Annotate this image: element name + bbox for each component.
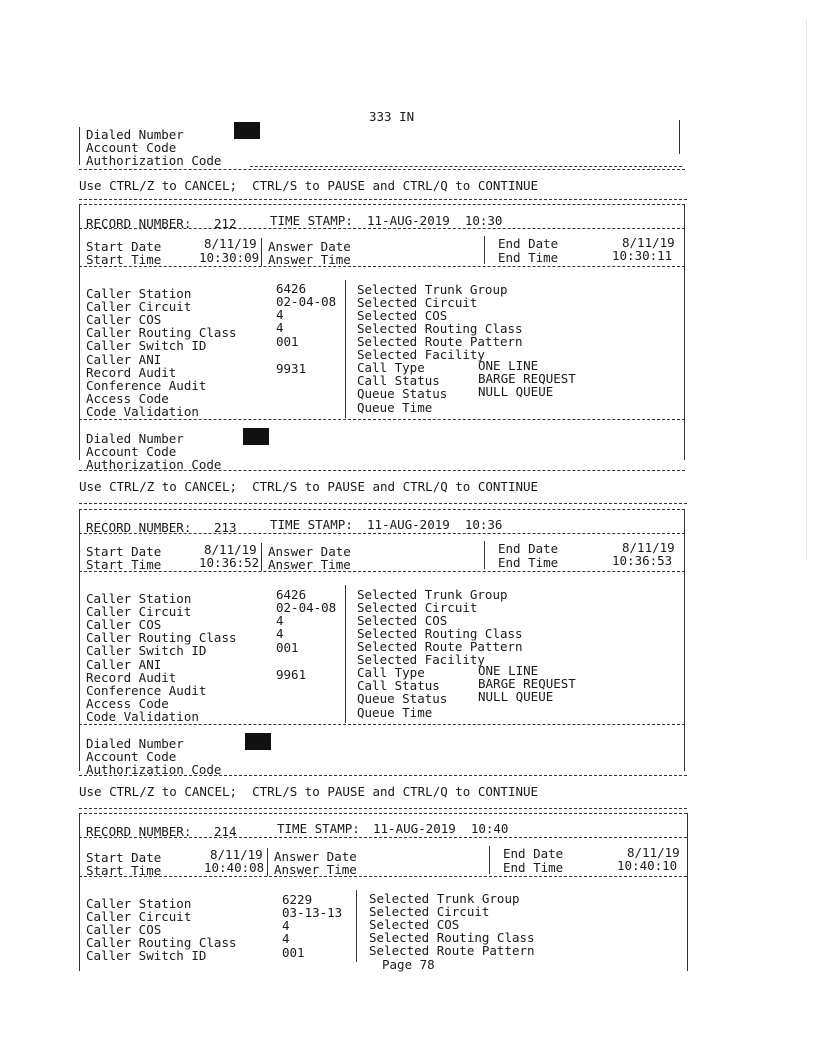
time-stamp-label: TIME STAMP: (270, 517, 353, 532)
end-date: 8/11/19 (622, 235, 675, 250)
selected-cos-label: Selected COS (357, 613, 448, 628)
divider (79, 509, 80, 771)
time-stamp: 11-AUG-2019 10:30 (367, 213, 503, 228)
selected-trunk-group-label: Selected Trunk Group (369, 891, 520, 906)
end-time-label: End Time (498, 250, 559, 265)
authorization-code-label: Authorization Code (86, 762, 222, 777)
queue-status-label: Queue Status (357, 691, 448, 706)
end-time: 10:30:11 (612, 248, 673, 263)
record-audit-value: 9931 (276, 361, 307, 376)
caller-ani-label: Caller ANI (86, 657, 162, 672)
end-time-label: End Time (498, 555, 559, 570)
start-time-label: Start Time (86, 557, 162, 572)
record-audit-value: 9961 (276, 667, 307, 682)
redaction-block (243, 428, 269, 445)
caller-circuit-value: 02-04-08 (276, 294, 337, 309)
redaction-block (234, 122, 260, 139)
selected-route-pattern-label: Selected Route Pattern (357, 334, 523, 349)
caller-routing-class-value: 4 (276, 320, 284, 335)
access-code-label: Access Code (86, 696, 169, 711)
call-type-label: Call Type (357, 360, 425, 375)
end-time: 10:36:53 (612, 553, 673, 568)
authorization-code-label: Authorization Code (86, 457, 222, 472)
divider (79, 509, 685, 510)
selected-routing-class-label: Selected Routing Class (357, 626, 523, 641)
divider (79, 470, 685, 471)
caller-switch-id-value: 001 (282, 945, 305, 960)
caller-station-label: Caller Station (86, 591, 192, 606)
caller-circuit-value: 03-13-13 (282, 905, 343, 920)
selected-routing-class-label: Selected Routing Class (369, 930, 535, 945)
divider (687, 813, 688, 971)
divider (679, 120, 680, 154)
account-code-label: Account Code (86, 444, 177, 459)
selected-cos-label: Selected COS (357, 308, 448, 323)
record-number: 212 (214, 216, 237, 231)
queue-status-value: NULL QUEUE (478, 384, 554, 399)
divider (489, 846, 490, 874)
answer-time-label: Answer Time (268, 557, 351, 572)
call-type-label: Call Type (357, 665, 425, 680)
caller-routing-class-label: Caller Routing Class (86, 935, 237, 950)
start-date: 8/11/19 (204, 236, 257, 251)
dialed-number-label: Dialed Number (86, 127, 184, 142)
selected-route-pattern-label: Selected Route Pattern (369, 943, 535, 958)
caller-switch-id-label: Caller Switch ID (86, 643, 207, 658)
divider (79, 228, 685, 229)
selected-cos-label: Selected COS (369, 917, 460, 932)
caller-station-value: 6426 (276, 281, 307, 296)
selected-trunk-group-label: Selected Trunk Group (357, 587, 508, 602)
page-edge-shadow (806, 20, 807, 560)
page-footer: Page 78 (382, 957, 435, 972)
redaction-block (245, 733, 271, 750)
end-date: 8/11/19 (622, 540, 675, 555)
caller-switch-id-value: 001 (276, 334, 299, 349)
page-header: 333 IN (369, 109, 415, 124)
end-time: 10:40:10 (617, 858, 678, 873)
caller-routing-class-label: Caller Routing Class (86, 630, 237, 645)
caller-switch-id-value: 001 (276, 640, 299, 655)
call-status-value: BARGE REQUEST (478, 371, 576, 386)
selected-circuit-label: Selected Circuit (357, 600, 478, 615)
time-stamp: 11-AUG-2019 10:36 (367, 517, 503, 532)
start-time: 10:30:09 (199, 250, 260, 265)
conference-audit-label: Conference Audit (86, 378, 207, 393)
start-time-label: Start Time (86, 252, 162, 267)
caller-circuit-label: Caller Circuit (86, 299, 192, 314)
dialed-number-label: Dialed Number (86, 736, 184, 751)
caller-cos-value: 4 (276, 307, 284, 322)
code-validation-label: Code Validation (86, 404, 199, 419)
caller-routing-class-value: 4 (276, 626, 284, 641)
queue-status-value: NULL QUEUE (478, 689, 554, 704)
divider (79, 837, 687, 838)
record-number: 213 (214, 520, 237, 535)
account-code-label: Account Code (86, 140, 177, 155)
divider (79, 775, 687, 776)
divider (79, 876, 687, 877)
selected-facility-label: Selected Facility (357, 652, 485, 667)
queue-time-label: Queue Time (357, 400, 433, 415)
caller-cos-value: 4 (276, 613, 284, 628)
end-date-label: End Date (498, 236, 559, 251)
authorization-code-label: Authorization Code (86, 153, 222, 168)
time-stamp: 11-AUG-2019 10:40 (373, 821, 509, 836)
selected-circuit-label: Selected Circuit (357, 295, 478, 310)
caller-cos-value: 4 (282, 918, 290, 933)
divider (345, 280, 346, 418)
call-type-value: ONE LINE (478, 358, 539, 373)
divider (484, 236, 485, 264)
caller-routing-class-label: Caller Routing Class (86, 325, 237, 340)
answer-time-label: Answer Time (274, 862, 357, 877)
caller-switch-id-label: Caller Switch ID (86, 338, 207, 353)
selected-trunk-group-label: Selected Trunk Group (357, 282, 508, 297)
caller-circuit-value: 02-04-08 (276, 600, 337, 615)
call-status-value: BARGE REQUEST (478, 676, 576, 691)
divider (79, 724, 685, 725)
call-status-label: Call Status (357, 678, 440, 693)
start-date-label: Start Date (86, 544, 162, 559)
record-audit-label: Record Audit (86, 670, 177, 685)
divider (79, 127, 80, 165)
start-time: 10:36:52 (199, 555, 260, 570)
dialed-number-label: Dialed Number (86, 431, 184, 446)
record-number-label: RECORD NUMBER: (86, 216, 192, 231)
end-time-label: End Time (503, 860, 564, 875)
code-validation-label: Code Validation (86, 709, 199, 724)
access-code-label: Access Code (86, 391, 169, 406)
divider (684, 509, 685, 771)
divider (79, 199, 687, 200)
continue-prompt: Use CTRL/Z to CANCEL; CTRL/S to PAUSE and CTRL/Q to CONTINUE (79, 479, 539, 494)
account-code-label: Account Code (86, 749, 177, 764)
divider (79, 813, 687, 814)
end-date: 8/11/19 (627, 845, 680, 860)
divider (79, 808, 687, 809)
divider (79, 571, 685, 572)
divider (79, 204, 685, 205)
start-date: 8/11/19 (210, 847, 263, 862)
divider (79, 266, 685, 267)
selected-routing-class-label: Selected Routing Class (357, 321, 523, 336)
record-number-label: RECORD NUMBER: (86, 824, 192, 839)
divider (345, 585, 346, 723)
end-date-label: End Date (498, 541, 559, 556)
start-date-label: Start Date (86, 850, 162, 865)
divider (267, 848, 268, 876)
selected-route-pattern-label: Selected Route Pattern (357, 639, 523, 654)
divider (79, 533, 685, 534)
call-status-label: Call Status (357, 373, 440, 388)
answer-date-label: Answer Date (268, 239, 351, 254)
caller-cos-label: Caller COS (86, 312, 162, 327)
divider (79, 419, 685, 420)
conference-audit-label: Conference Audit (86, 683, 207, 698)
divider (261, 238, 262, 266)
caller-circuit-label: Caller Circuit (86, 909, 192, 924)
answer-date-label: Answer Date (268, 544, 351, 559)
start-time: 10:40:08 (204, 860, 265, 875)
caller-ani-label: Caller ANI (86, 352, 162, 367)
selected-circuit-label: Selected Circuit (369, 904, 490, 919)
divider (79, 169, 685, 170)
divider (250, 166, 682, 167)
divider (79, 503, 687, 504)
divider (356, 890, 357, 962)
answer-time-label: Answer Time (268, 252, 351, 267)
caller-routing-class-value: 4 (282, 931, 290, 946)
divider (484, 541, 485, 569)
caller-station-value: 6229 (282, 892, 313, 907)
record-number: 214 (214, 824, 237, 839)
caller-station-label: Caller Station (86, 896, 192, 911)
divider (684, 204, 685, 460)
caller-switch-id-label: Caller Switch ID (86, 948, 207, 963)
caller-station-label: Caller Station (86, 286, 192, 301)
continue-prompt: Use CTRL/Z to CANCEL; CTRL/S to PAUSE and CTRL/Q to CONTINUE (79, 178, 539, 193)
divider (261, 543, 262, 571)
start-date-label: Start Date (86, 239, 162, 254)
record-audit-label: Record Audit (86, 365, 177, 380)
divider (79, 204, 80, 460)
time-stamp-label: TIME STAMP: (277, 821, 360, 836)
start-time-label: Start Time (86, 863, 162, 878)
queue-status-label: Queue Status (357, 386, 448, 401)
time-stamp-label: TIME STAMP: (270, 213, 353, 228)
answer-date-label: Answer Date (274, 849, 357, 864)
caller-circuit-label: Caller Circuit (86, 604, 192, 619)
start-date: 8/11/19 (204, 542, 257, 557)
caller-cos-label: Caller COS (86, 617, 162, 632)
end-date-label: End Date (503, 846, 564, 861)
selected-facility-label: Selected Facility (357, 347, 485, 362)
call-type-value: ONE LINE (478, 663, 539, 678)
continue-prompt: Use CTRL/Z to CANCEL; CTRL/S to PAUSE and CTRL/Q to CONTINUE (79, 784, 539, 799)
queue-time-label: Queue Time (357, 705, 433, 720)
caller-cos-label: Caller COS (86, 922, 162, 937)
caller-station-value: 6426 (276, 587, 307, 602)
record-number-label: RECORD NUMBER: (86, 520, 192, 535)
